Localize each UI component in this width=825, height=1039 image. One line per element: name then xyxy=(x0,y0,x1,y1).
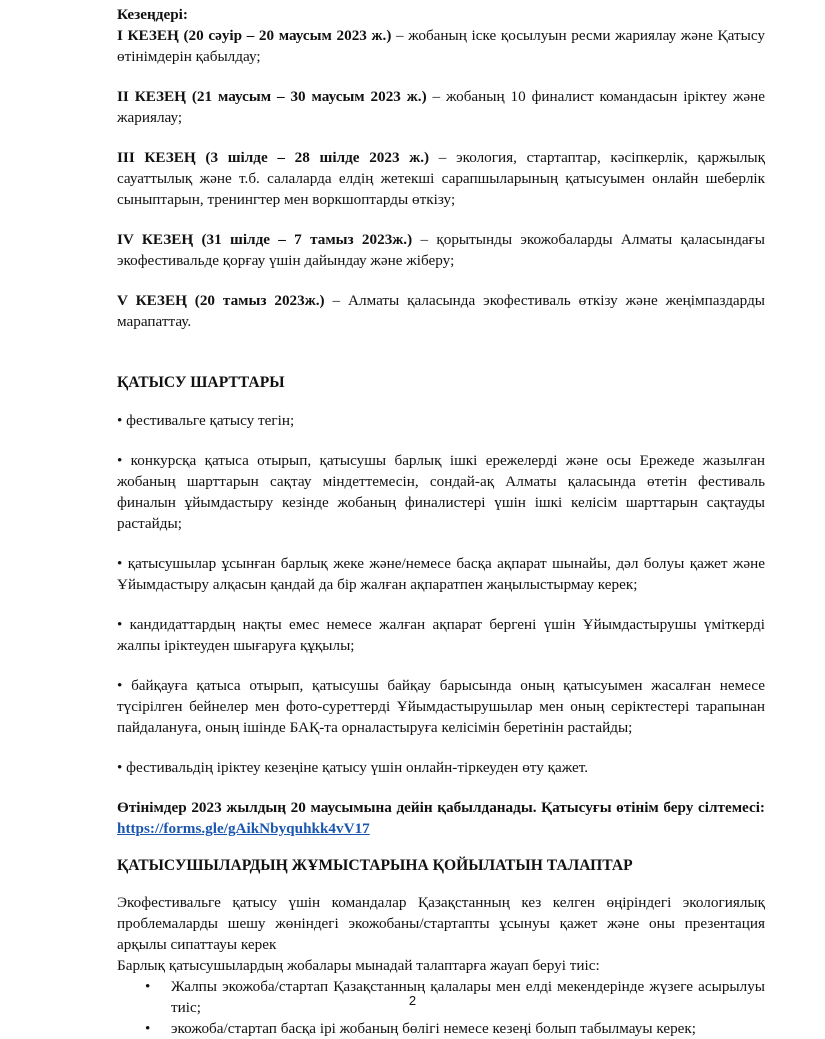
stages-heading: Кезеңдері: xyxy=(117,6,188,23)
condition-item: • фестивальдің іріктеу кезеңіне қатысу үшін онлайн-тіркеуден өту қажет. xyxy=(117,759,589,776)
stage-title: III КЕЗЕҢ (3 шілде – 28 шілде 2023 ж.) xyxy=(117,149,430,166)
conditions-title: ҚАТЫСУ ШАРТТАРЫ xyxy=(117,374,285,391)
deadline-note xyxy=(117,797,765,839)
page-number: 2 xyxy=(408,993,417,1008)
deadline-text: Өтінімдер 2023 жылдың 20 маусымына дейін қабылданады. Қатысуғы өтінім беру сілтемесі: xyxy=(117,799,765,816)
stage-title: II КЕЗЕҢ (21 маусым – 30 маусым 2023 ж.) xyxy=(117,88,427,105)
stage-text: – экология, стартаптар, кәсіпкерлік, қаржылық сауаттылық және т.б. салаларда елдің жетекші сарапшыларының қатысуымен онлайн шеберлік сыныптарын, тренингтер мен воркшоптарды өткізу; xyxy=(117,149,765,208)
condition-item: • кандидаттардың нақты емес немесе жалған ақпарат бергені үшін Ұйымдастырушы үміткерді жалпы іріктеуден шығаруға құқылы; xyxy=(117,616,765,654)
stage-2 xyxy=(117,86,765,128)
stage-text: – жобаның іске қосылуын ресми жариялау және Қатысу өтінімдерін қабылдау; xyxy=(117,27,765,65)
stage-5 xyxy=(117,290,765,332)
condition-item: • конкурсқа қатыса отырып, қатысушы барлық ішкі ережелерді және осы Ережеде жазылған жобаның шарттарын сақтау міндеттемесін, сондай-ақ Алматы қаласында өтетін фестиваль финалын ұйымдастыру кезінде жобаның финалистері үшін ішкі келісім шарттарын сақтауды растайды; xyxy=(117,452,765,532)
requirements-title: ҚАТЫСУШЫЛАРДЫҢ ЖҰМЫСТАРЫНА ҚОЙЫЛАТЫН ТАЛАПТАР xyxy=(117,857,633,874)
stage-4 xyxy=(117,229,765,271)
stage-1 xyxy=(117,25,765,67)
stage-text: – жобаның 10 финалист командасын іріктеу және жариялау; xyxy=(117,88,765,126)
bullet-icon: • xyxy=(145,1020,151,1037)
requirements-intro: Экофестивальге қатысу үшін командалар Қазақстанның кез келген өңіріндегі экологиялық проблемаларды шешу жөніндегі экожобаны/стартапты ұсынуы қажет және оны презентация арқылы сипаттауы керек xyxy=(117,894,765,953)
condition-item: • фестивальге қатысу тегін; xyxy=(117,412,295,429)
requirement-text: экожоба/стартап басқа ірі жобаның бөлігі немесе кезеңі болып табылмауы керек; xyxy=(171,1020,696,1037)
stage-3 xyxy=(117,147,765,210)
stage-title: I КЕЗЕҢ (20 сәуір – 20 маусым 2023 ж.) xyxy=(117,27,392,44)
application-form-link[interactable]: https://forms.gle/gAikNbyquhkk4vV17 xyxy=(117,820,370,837)
condition-item: • байқауға қатыса отырып, қатысушы байқау барысында оның қатысуымен жасалған немесе түсірілген бейнелер мен фото-суреттерді Ұйымдастырушылар мен оның серіктестері тарапынан пайдалануға, оның ішінде БАҚ-та орналастыруға келісімін беретінін растайды; xyxy=(117,677,765,736)
stage-title: IV КЕЗЕҢ (31 шілде – 7 тамыз 2023ж.) xyxy=(117,231,413,248)
condition-item: • қатысушылар ұсынған барлық жеке және/немесе басқа ақпарат шынайы, дәл болуы қажет және Ұйымдастыру алқасын қандай да бір жалған ақпаратпен жаңылыстырмау керек; xyxy=(117,555,765,593)
stage-title: V КЕЗЕҢ (20 тамыз 2023ж.) xyxy=(117,292,325,309)
stage-text: – қорытынды экожобаларды Алматы қаласындағы экофестивальде қорғау үшін дайындау және жіберу; xyxy=(117,231,765,269)
requirements-lead: Барлық қатысушылардың жобалары мынадай талаптарға жауап беруі тиіс: xyxy=(117,957,600,974)
requirement-item xyxy=(137,1018,765,1039)
requirement-text: Жалпы экожоба/стартап Қазақстанның қалалары мен елді мекендерінде жүзеге асырылуы тиіс; xyxy=(171,978,765,1016)
bullet-icon: • xyxy=(145,978,151,995)
page-content xyxy=(117,0,765,1039)
stage-text: – Алматы қаласында экофестиваль өткізу және жеңімпаздарды марапаттау. xyxy=(117,292,765,330)
